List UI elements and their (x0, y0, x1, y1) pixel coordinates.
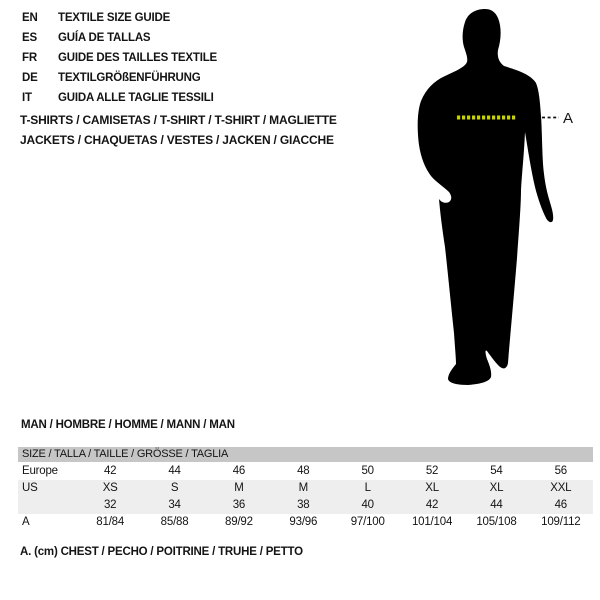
size-value-cell: 42 (425, 499, 439, 511)
size-value-cell: 109/112 (541, 516, 581, 528)
size-value-cell: 42 (103, 465, 117, 477)
size-value-cell: 89/92 (225, 516, 253, 528)
size-value-cell: 44 (490, 499, 503, 511)
size-value-cell: 97/100 (350, 516, 385, 528)
size-table-grid (18, 463, 593, 531)
size-value-cell: 56 (554, 465, 568, 477)
section-title-man: MAN / HOMBRE / HOMME / MANN / MAN (21, 419, 235, 431)
language-row (22, 28, 217, 48)
row-label-cell (18, 497, 78, 514)
language-row (22, 68, 217, 88)
category-line-tshirts: T-SHIRTS / CAMISETAS / T-SHIRT / T-SHIRT / MAGLIETTE (20, 113, 337, 127)
row-label-cell: US (22, 482, 38, 494)
size-value-cell: 54 (490, 465, 503, 477)
man-silhouette (390, 0, 600, 410)
language-row (22, 88, 217, 108)
size-value-cell: XL (489, 482, 504, 494)
size-table (18, 447, 593, 531)
language-title-list (22, 8, 217, 108)
size-value-cell: 81/84 (96, 516, 125, 528)
language-title: GUIDA ALLE TAGLIE TESSILI (58, 92, 214, 104)
size-value-cell: 46 (554, 499, 568, 511)
size-value-cell: L (364, 482, 371, 494)
man-silhouette-shape (418, 9, 554, 385)
measurement-footnote: A. (cm) CHEST / PECHO / POITRINE / TRUHE / PETTO (20, 546, 303, 558)
size-value-cell: S (170, 482, 179, 494)
size-value-cell: 38 (297, 499, 310, 511)
size-value-cell: 101/104 (411, 516, 453, 528)
size-value-cell: 32 (103, 499, 117, 511)
size-value-cell: 93/96 (289, 516, 318, 528)
size-value-cell: 50 (361, 465, 374, 477)
language-code: IT (22, 92, 32, 104)
size-value-cell: XXL (550, 482, 572, 494)
size-value-cell: 46 (232, 465, 246, 477)
size-value-cell: 85/88 (160, 516, 189, 528)
size-value-cell: XS (102, 482, 118, 494)
table-row-us (18, 480, 593, 497)
table-row-a-chest (18, 514, 593, 531)
size-figure (390, 0, 600, 410)
language-title: TEXTILE SIZE GUIDE (58, 12, 171, 24)
garment-category-list (20, 110, 337, 150)
size-value-cell: 36 (232, 499, 246, 511)
size-value-cell: 48 (297, 465, 310, 477)
measurement-label-a: A (563, 110, 574, 127)
language-code: DE (22, 72, 38, 84)
language-row (22, 8, 217, 28)
language-row (22, 48, 217, 68)
language-code: EN (22, 12, 38, 24)
table-row-uk (18, 497, 593, 514)
size-value-cell: 40 (361, 499, 374, 511)
language-code: ES (22, 32, 37, 44)
language-code: FR (22, 52, 37, 64)
size-value-cell: 52 (425, 465, 439, 477)
size-value-cell: 34 (168, 499, 181, 511)
size-value-cell: M (298, 482, 308, 494)
language-title: TEXTILGRÖßENFÜHRUNG (58, 72, 201, 84)
size-value-cell: M (234, 482, 244, 494)
row-label-cell: A (22, 516, 30, 528)
category-line-jackets: JACKETS / CHAQUETAS / VESTES / JACKEN / GIACCHE (20, 133, 334, 147)
row-label-cell: Europe (22, 465, 58, 477)
size-value-cell: XL (425, 482, 439, 494)
language-title: GUIDE DES TAILLES TEXTILE (58, 52, 217, 64)
table-row-europe (18, 463, 593, 480)
size-value-cell: 44 (168, 465, 181, 477)
size-value-cell: 105/108 (476, 516, 517, 528)
language-title: GUÍA DE TALLAS (58, 32, 151, 44)
size-table-header: SIZE / TALLA / TAILLE / GRÖSSE / TAGLIA (18, 447, 593, 462)
